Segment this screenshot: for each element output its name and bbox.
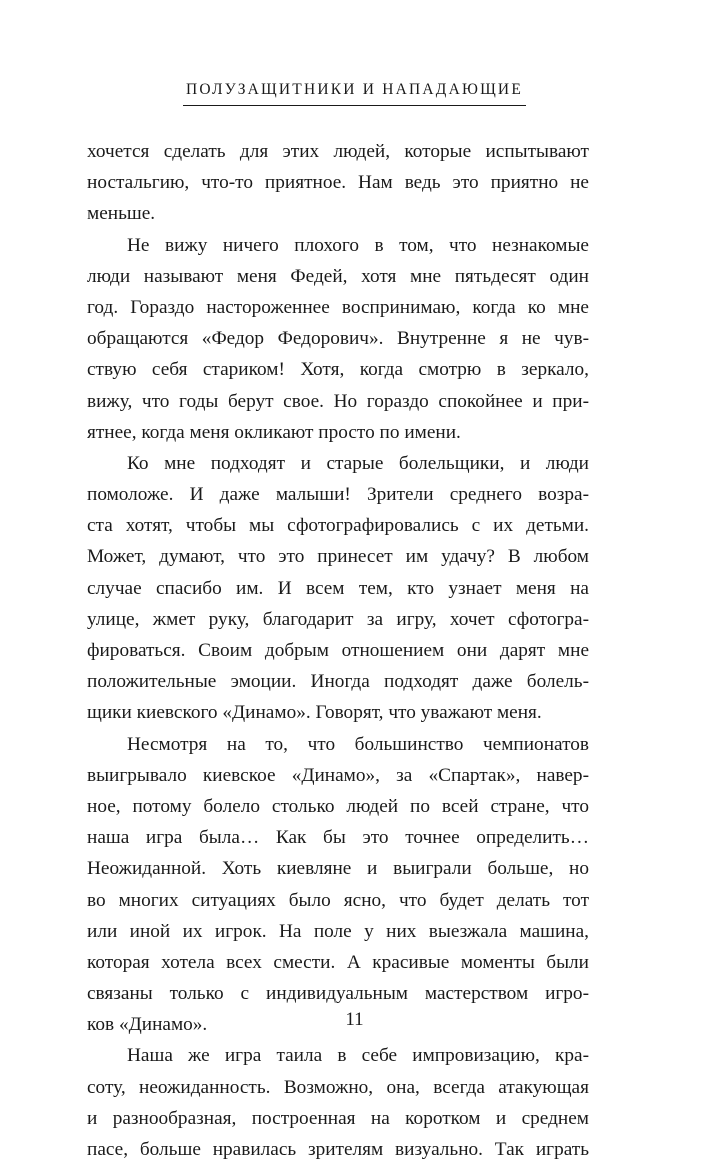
- text-line: Может, думают, что это принесет им удачу? В любом: [87, 546, 589, 568]
- running-header: [0, 80, 709, 106]
- text-line: выигрывало киевское «Динамо», за «Спартак», навер-: [87, 764, 589, 786]
- text-line: во многих ситуациях было ясно, что будет делать тот: [87, 889, 589, 911]
- text-line: пасе, больше нравилась зрителям визуально. Так играть: [87, 1139, 589, 1160]
- text-line: Наша же игра таила в себе импровизацию, кра-: [127, 1045, 589, 1067]
- text-line: улице, жмет руку, благодарит за игру, хочет сфотогра-: [87, 608, 589, 630]
- text-line: которая хотела всех смести. А красивые моменты были: [87, 951, 589, 973]
- text-line: и разнообразная, построенная на коротком и среднем: [87, 1107, 589, 1129]
- text-line: Несмотря на то, что большинство чемпионатов: [127, 733, 589, 755]
- text-line: хочется сделать для этих людей, которые испытывают: [87, 141, 589, 162]
- text-line: Ко мне подходят и старые болельщики, и люди: [127, 452, 589, 474]
- text-line: фироваться. Своим добрым отношением они дарят мне: [87, 640, 589, 661]
- text-line: ков «Динамо».: [87, 1014, 208, 1036]
- text-line: люди называют меня Федей, хотя мне пятьдесят один: [87, 265, 589, 287]
- text-line: обращаются «Федор Федорович». Внутренне я не чув-: [87, 328, 589, 350]
- text-line: помоложе. И даже малыши! Зрители среднего возра-: [87, 484, 589, 506]
- text-line: ствую себя стариком! Хотя, когда смотрю в зеркало,: [87, 359, 589, 381]
- running-header-title: ПОЛУЗАЩИТНИКИ И НАПАДАЮЩИЕ: [183, 80, 526, 106]
- text-line: ста хотят, чтобы мы сфотографировались с их детьми.: [87, 515, 589, 537]
- text-line: соту, неожиданность. Возможно, она, всегда атакующая: [87, 1076, 589, 1098]
- text-line: или иной их игрок. На поле у них выезжала машина,: [87, 920, 589, 942]
- text-line: вижу, что годы берут свое. Но гораздо спокойнее и при-: [87, 390, 589, 412]
- text-line: ное, потому болело столько людей по всей стране, что: [87, 795, 589, 817]
- text-line: случае спасибо им. И всем тем, кто узнает меня на: [87, 577, 589, 599]
- text-line: Неожиданной. Хоть киевляне и выиграли больше, но: [87, 858, 589, 880]
- text-line: положительные эмоции. Иногда подходят даже болель-: [87, 671, 589, 693]
- page-number: 11: [345, 1009, 364, 1030]
- text-line: год. Гораздо настороженнее воспринимаю, когда ко мне: [87, 296, 589, 318]
- text-line: Не вижу ничего плохого в том, что незнакомые: [127, 234, 589, 256]
- text-line: ятнее, когда меня окликают просто по имени.: [87, 421, 461, 443]
- text-line: связаны только с индивидуальным мастерством игро-: [87, 983, 589, 1005]
- text-line: наша игра была… Как бы это точнее определить…: [87, 827, 589, 849]
- text-line: ностальгию, что-то приятное. Нам ведь это приятно не: [87, 172, 589, 194]
- text-line: меньше.: [87, 203, 156, 225]
- text-line: щики киевского «Динамо». Говорят, что уважают меня.: [87, 702, 542, 724]
